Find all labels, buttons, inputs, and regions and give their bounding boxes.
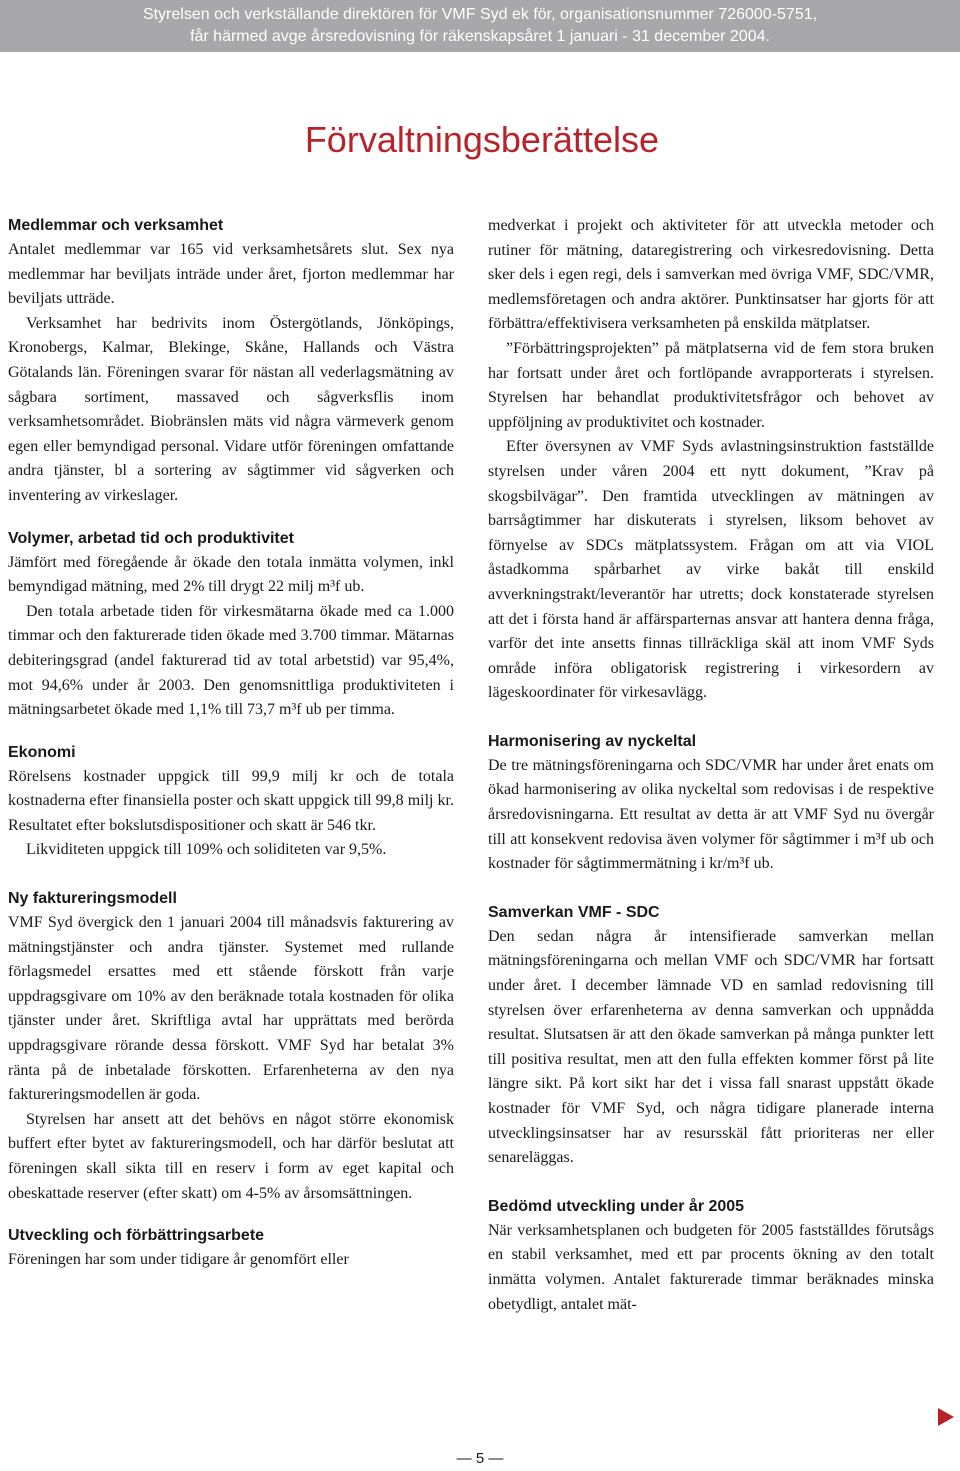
paragraph: Efter översynen av VMF Syds avlastningsinstruktion fastställde styrelsen under våren 2004 ett nytt dokument, ”Krav på skogsbilvägar”. Den framtida utvecklingen av mätningen av barrsågtimmer har diskuterats i styrelsen, liksom behovet av förnyelse av SDCs mätplatssystem. Frågan om att via VIOL åstadkomma spårbarhet av virke bakåt till enskild avverkningstrakt/leverantör har utretts; dock konstaterade styrelsen att det i första hand är affärsparternas ansvar att hantera denna fråga, varför det inte ansetts finnas tillräckliga skäl att inom VMF Syds område införa obligatorisk registrering i virkesordern av lägeskoordinater för virkesavlägg. bbox=[488, 438, 934, 702]
page-title: Förvaltningsberättelse bbox=[304, 119, 659, 160]
paragraph: De tre mätningsföreningarna och SDC/VMR har under året enats om ökad harmonisering av olika nyckeltal som redovisas i de respektive årsredovisningarna. Ett resultat av detta är att VMF Syd nu övergår till att konsekvent redovisa även volymer för sågtimmer i m³f ub och kostnader för sågtimmermätning i kr/m³f ub. bbox=[488, 756, 934, 873]
paragraph: Antalet medlemmar var 165 vid verksamhetsårets slut. Sex nya medlemmar har beviljats inträde under året, fjorton medlemmar har beviljats utträde. bbox=[8, 241, 454, 308]
header-line-1: Styrelsen och verkställande direktören för VMF Syd ek för, organisationsnummer 726000-5751, bbox=[142, 6, 818, 23]
section-heading-utveckling: Utveckling och förbättringsarbete bbox=[8, 1227, 265, 1245]
paragraph: Föreningen har som under tidigare år genomfört eller bbox=[8, 1251, 349, 1269]
header-line-2: får härmed avge årsredovisning för räkenskapsåret 1 januari - 31 december 2004. bbox=[190, 28, 770, 45]
paragraph: Rörelsens kostnader uppgick till 99,9 milj kr och de totala kostnaderna efter finansiella poster och skatt uppgick till 99,8 milj kr. Resultatet efter bokslutsdispositioner och skatt är 546 tkr. bbox=[8, 767, 454, 834]
paragraph: VMF Syd övergick den 1 januari 2004 till månadsvis fakturering av mätningstjänster och andra tjänster. Systemet med rullande förlagsmedel ersattes med ett stående förskott från varje uppdragsgivare om 10% av den beräknade totala kostnaden för olika tjänster under året. Skriftliga avtal har upprättats med berörda uppdragsgivare rörande dessa förskott. VMF Syd har betalat 3% ränta på de inbetalade förskotten. Erfarenheterna av den nya faktureringsmodellen är goda. bbox=[8, 914, 454, 1104]
right-column bbox=[488, 214, 934, 1317]
section-heading-faktureringsmodell: Ny faktureringsmodell bbox=[8, 890, 177, 908]
section-heading-medlemmar: Medlemmar och verksamhet bbox=[8, 217, 224, 234]
page-number: — 5 — bbox=[456, 1450, 504, 1467]
section-heading-bedomd-utveckling: Bedömd utveckling under år 2005 bbox=[488, 1197, 745, 1215]
section-heading-volymer: Volymer, arbetad tid och produktivitet bbox=[8, 529, 294, 547]
paragraph: När verksamhetsplanen och budgeten för 2005 fastställdes förutsågs en stabil verksamhet, med ett par procents ökning av den totalt inmätta volymen. Antalet fakturerade timmar beräknades minska obetydligt, antalet mät- bbox=[488, 1221, 934, 1313]
section-heading-harmonisering: Harmonisering av nyckeltal bbox=[488, 732, 697, 750]
section-heading-samverkan: Samverkan VMF - SDC bbox=[488, 903, 660, 921]
paragraph: Verksamhet har bedrivits inom Östergötlands, Jönköpings, Kronobergs, Kalmar, Blekinge, Skåne, Hallands och Västra Götalands län. Föreningen svarar för nästan all vederlagsmätning av sågbara sortiment, massaved och sågverksflis inom verksamhetsområdet. Biobränslen mäts vid några värmeverk genom egen eller bemyndigad personal. Vidare utför föreningen omfattande andra tjänster, bl a sortering av sågtimmer vid sågverken och inventering av virkeslager. bbox=[8, 314, 454, 504]
paragraph: Styrelsen har ansett att det behövs en något större ekonomisk buffert efter bytet av faktureringsmodell, och har därför beslutat att föreningen skall sikta till en reserv i form av eget kapital och obeskattade reserver (efter skatt) om 4-5% av årsomsättningen. bbox=[8, 1110, 454, 1202]
paragraph: Den totala arbetade tiden för virkesmätarna ökade med ca 1.000 timmar och den fakturerade tiden ökade med 3.700 timmar. Mätarnas debiteringsgrad (andel fakturerad tid av total arbetstid) var 95,4%, mot 94,6% under år 2003. Den genomsnittliga produktiviteten i mätningsarbetet ökade med 1,1% till 73,7 m³f ub per timma. bbox=[8, 602, 454, 719]
report-header bbox=[0, 0, 960, 52]
section-heading-ekonomi: Ekonomi bbox=[8, 743, 76, 761]
paragraph: ”Förbättringsprojekten” på mätplatserna vid de fem stora bruken har fortsatt under året och fortlöpande avrapporterats i styrelsen. Styrelsen har behandlat produktivitetsfrågor och behovet av uppföljning av produktivitet och kostnader. bbox=[488, 339, 934, 431]
page-title-row bbox=[0, 118, 940, 162]
paragraph: medverkat i projekt och aktiviteter för att utveckla metoder och rutiner för mätning, dataregistrering och virkesredovisning. Detta sker dels i egen regi, dels i samverkan med övriga VMF, SDC/VMR, medlemsföretagen och andra aktörer. Punktinsatser har gjorts för att förbättra/effektivisera verksamheten på enskilda mätplatser. bbox=[488, 217, 934, 333]
left-column bbox=[8, 214, 454, 1273]
paragraph: Den sedan några år intensifierade samverkan mellan mätningsföreningarna och mellan VMF och SDC/VMR har fortsatt under året. I december lämnade VD en samlad redovisning till styrelsen över erfarenheterna av denna samverkan och uppnådda resultat. Slutsatsen är att den ökade samverkan på många punkter lett till positiva resultat, men att den fulla effekten kommer först på lite längre sikt. På kort sikt har det i vissa fall snarast uppstått ökade kostnader för VMF Syd, och några tidigare planerade interna utvecklingsinsatser har av resursskäl fått prioriteras ner eller senareläggas. bbox=[488, 927, 934, 1167]
continue-arrow-icon bbox=[938, 1408, 954, 1426]
paragraph: Likviditeten uppgick till 109% och soliditeten var 9,5%. bbox=[26, 841, 387, 859]
paragraph: Jämfört med föregående år ökade den totala inmätta volymen, inkl bemyndigad mätning, med 2% till drygt 22 milj m³f ub. bbox=[8, 553, 454, 596]
